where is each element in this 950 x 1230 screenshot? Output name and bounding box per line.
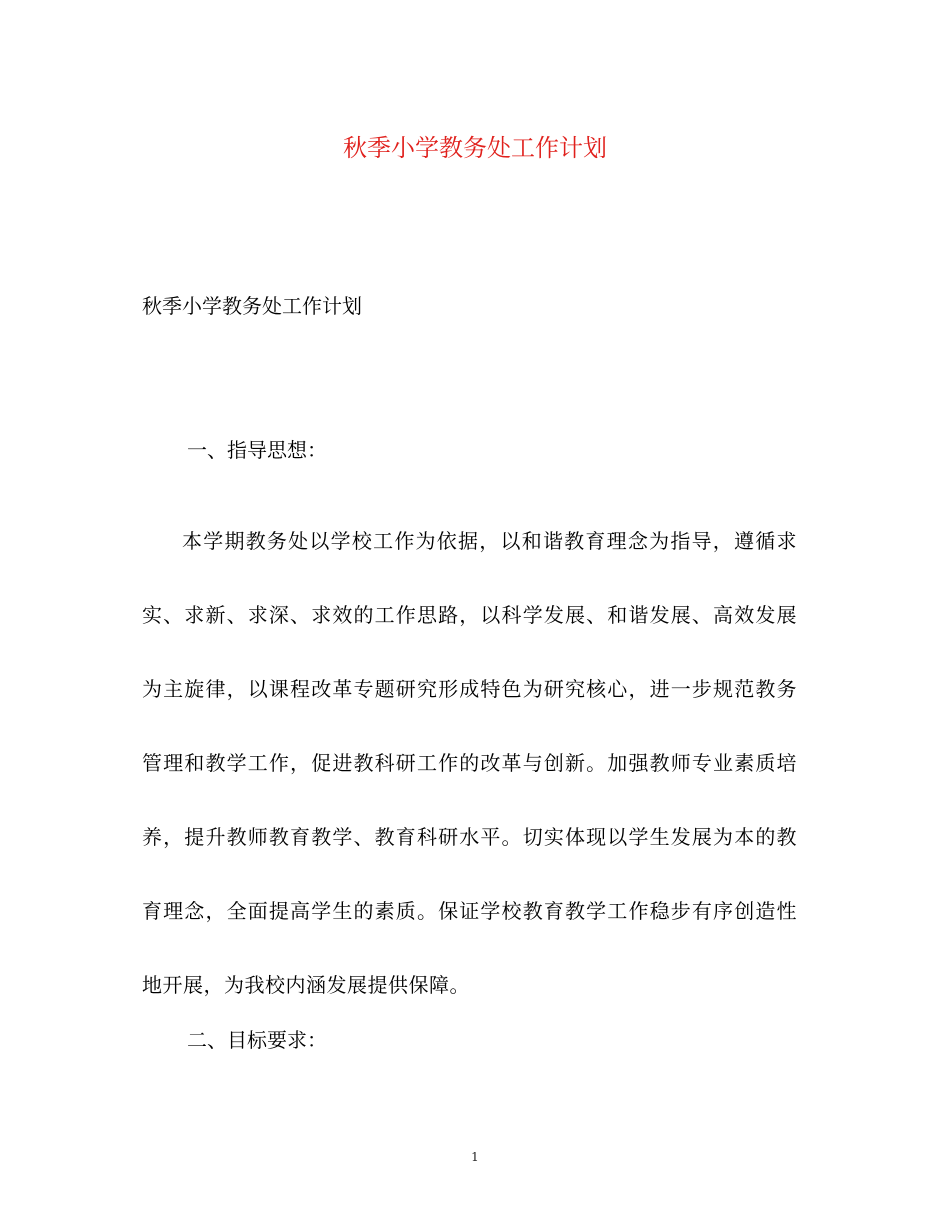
- section-heading-guiding-ideology: 一、指导思想：: [187, 438, 327, 462]
- section-body-guiding-ideology: 本学期教务处以学校工作为依据，以和谐教育理念为指导，遵循求实、求新、求深、求效的工作思路，以科学发展、和谐发展、高效发展为主旋律，以课程改革专题研究形成特色为研究核心，进一步规范教务管理和教学工作，促进教科研工作的改革与创新。加强教师专业素质培养，提升教师教育教学、教育科研水平。切实体现以学生发展为本的教育理念，全面提高学生的素质。保证学校教育教学工作稳步有序创造性地开展，为我校内涵发展提供保障。: [142, 529, 797, 997]
- section-heading-goals: 二、目标要求：: [187, 1028, 327, 1052]
- document-title: 秋季小学教务处工作计划: [343, 134, 607, 162]
- document-subtitle: 秋季小学教务处工作计划: [142, 294, 362, 318]
- page-number: 1: [471, 1150, 479, 1164]
